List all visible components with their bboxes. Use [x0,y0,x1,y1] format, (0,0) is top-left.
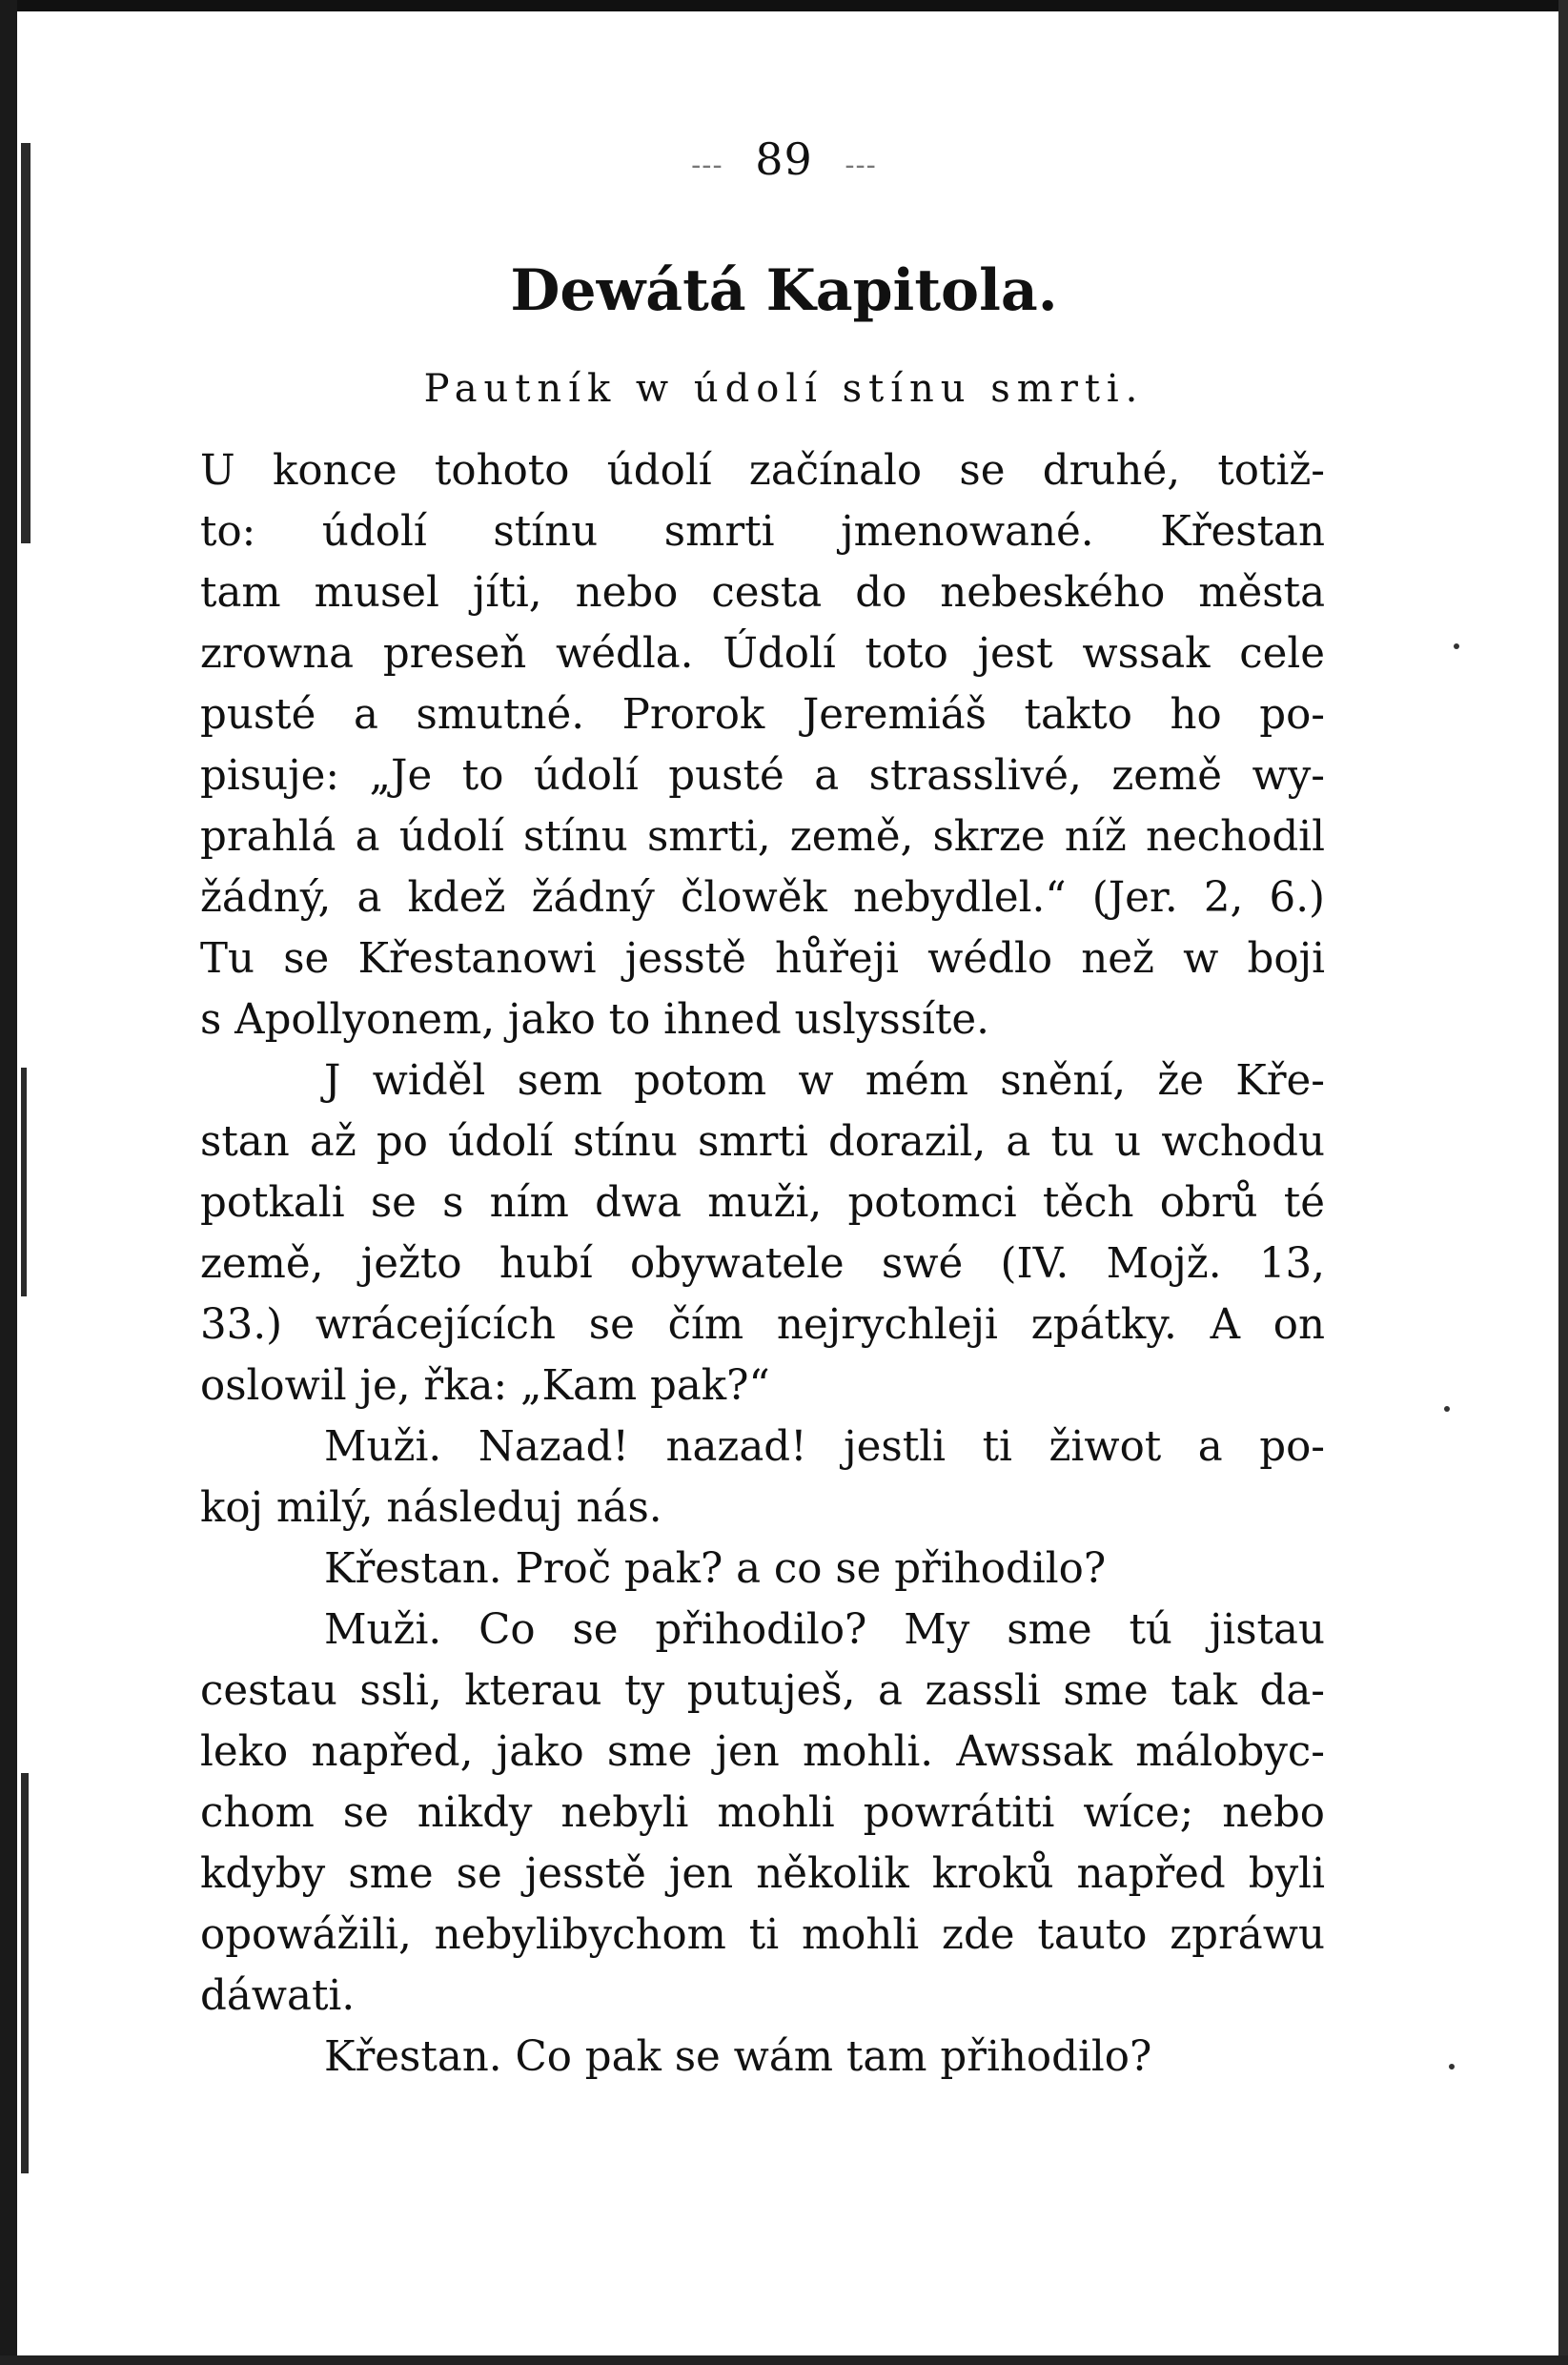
text-line: chom se nikdy nebyli mohli powrátiti wíce; nebo [200,1789,1325,1837]
text-line: to: údolí stínu smrti jmenowané. Křestan [200,508,1325,556]
text-line: země, ježto hubí obywatele swé (IV. Mojž. 13, [200,1240,1325,1288]
header-dash-left: --- [691,149,723,182]
text-line: U konce tohoto údolí začínalo se druhé, totiž- [200,447,1325,495]
text-line: žádný, a kdež žádný člowěk nebydlel.“ (Jer. 2, 6.) [200,874,1325,922]
text-line: oslowil je, řka: „Kam pak?“ [200,1362,770,1410]
text-line: Muži. Nazad! nazad! jestli ti žiwot a po- [324,1423,1325,1471]
binding-mark [21,143,31,543]
text-line: s Apollyonem, jako to ihned uslyssíte. [200,996,989,1044]
text-line: Křestan. Proč pak? a co se přihodilo? [324,1545,1107,1593]
scan-speck [1454,643,1459,649]
header-dash-right: --- [845,149,877,182]
scan-edge-top [0,0,1568,11]
text-line: 33.) wrácejících se čím nejrychleji zpátky. A on [200,1301,1325,1349]
text-line: cestau ssli, kterau ty putuješ, a zassli sme tak da- [200,1667,1325,1715]
binding-mark [21,1773,29,2173]
text-line: Křestan. Co pak se wám tam přihodilo? [324,2033,1152,2081]
body-text [200,440,1325,2088]
text-line: koj milý, následuj nás. [200,1484,662,1532]
scan-speck [1444,1406,1450,1412]
text-line: leko napřed, jako sme jen mohli. Awssak málobyc- [200,1728,1325,1776]
chapter-subtitle: Pautník w údolí stínu smrti. [423,367,1145,411]
scan-edge-bottom [0,2355,1568,2365]
page-number: 89 [755,133,813,185]
text-line: J widěl sem potom w mém snění, že Kře- [324,1057,1325,1105]
text-line: kdyby sme se jesstě jen několik kroků napřed byli [200,1850,1325,1898]
text-line: pusté a smutné. Prorok Jeremiáš takto ho po- [200,691,1325,739]
scan-speck [1449,2064,1455,2069]
binding-mark [21,1068,27,1296]
text-line: opowážili, nebylibychom ti mohli zde tauto zpráwu [200,1911,1325,1959]
page-header [0,133,1568,185]
text-line: tam musel jíti, nebo cesta do nebeského města [200,569,1325,617]
text-line: Muži. Co se přihodilo? My sme tú jistau [324,1606,1325,1654]
text-line: pisuje: „Je to údolí pusté a strasslivé, země wy- [200,752,1325,800]
text-line: zrowna preseň wédla. Údolí toto jest wssak cele [200,630,1325,678]
scan-edge-right [1558,0,1568,2365]
text-line: potkali se s ním dwa muži, potomci těch obrů té [200,1179,1325,1227]
scan-edge-left [0,0,17,2365]
chapter-title: Dewátá Kapitola. [510,257,1058,324]
text-line: stan až po údolí stínu smrti dorazil, a tu u wchodu [200,1118,1325,1166]
text-line: Tu se Křestanowi jesstě hůřeji wédlo než w boji [200,935,1325,983]
text-line: prahlá a údolí stínu smrti, země, skrze níž nechodil [200,813,1325,861]
text-line: dáwati. [200,1972,356,2020]
